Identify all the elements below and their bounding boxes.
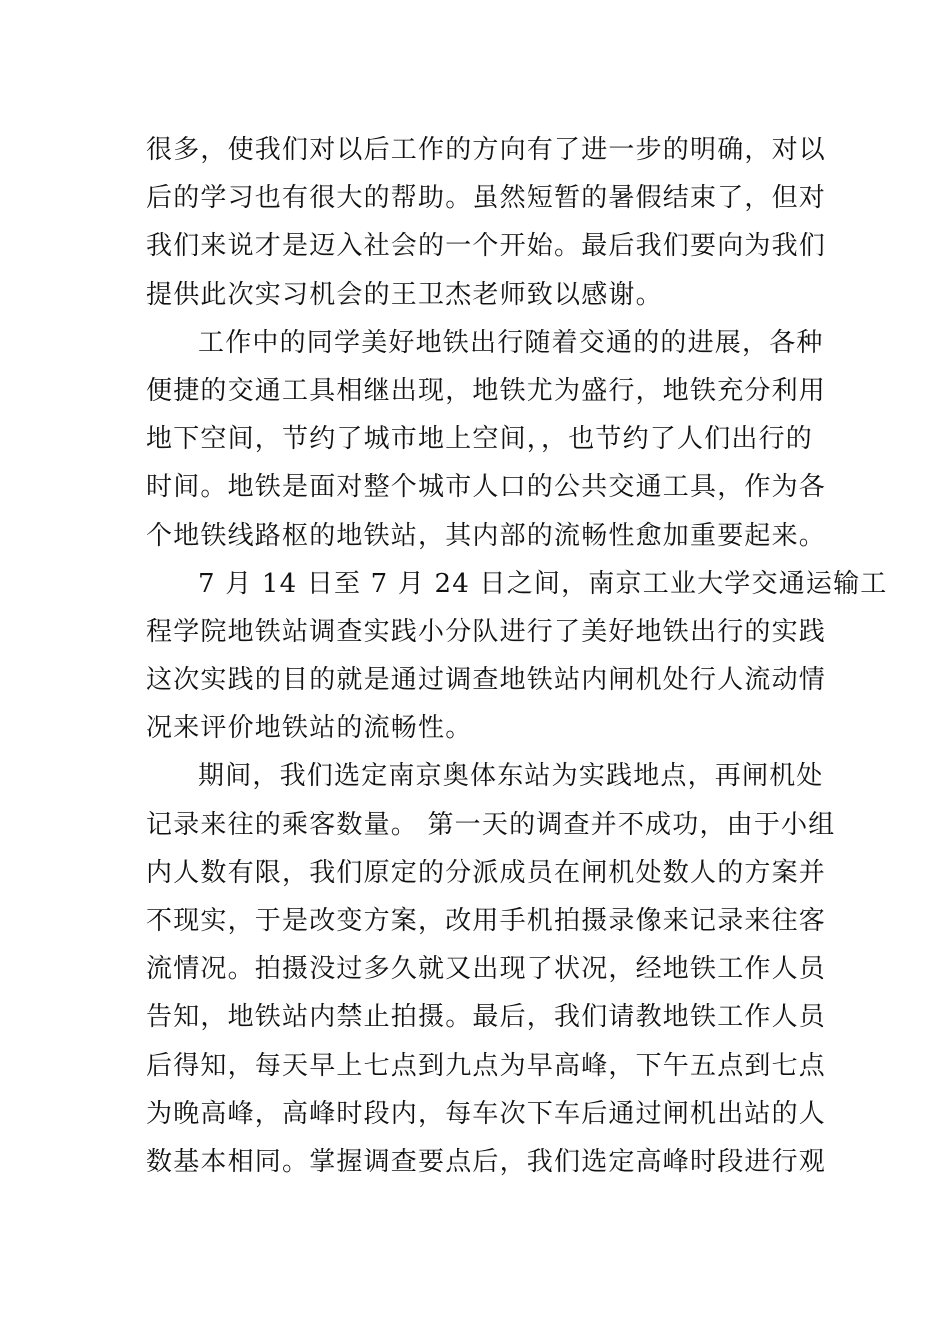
text-line: 告知，地铁站内禁止拍摄。最后，我们请教地铁工作人员 [146,1002,827,1033]
paragraph-start-line: 期间，我们选定南京奥体东站为实践地点，再闸机处 [198,761,824,792]
text-line: 程学院地铁站调查实践小分队进行了美好地铁出行的实践 [146,616,827,647]
text-line: 不现实，于是改变方案，改用手机拍摄录像来记录来往客 [146,906,827,936]
text-line: 便捷的交通工具相继出现，地铁尤为盛行，地铁充分利用 [146,375,827,406]
body-text [146,126,888,1186]
text-line: 记录来往的乘客数量。 第一天的调查并不成功，由于小组 [146,809,836,840]
text-line: 这次实践的目的就是通过调查地铁站内闸机处行人流动情 [146,665,827,696]
paragraph-start-line: 工作中的同学美好地铁出行随着交通的的进展，各种 [198,327,824,358]
text-line: 提供此次实习机会的王卫杰老师致以感谢。 [146,279,663,310]
text-line: 我们来说才是迈入社会的一个开始。最后我们要向为我们 [146,231,827,262]
text-line: 数基本相同。掌握调查要点后，我们选定高峰时段进行观 [146,1146,827,1177]
text-line: 个地铁线路枢的地铁站，其内部的流畅性愈加重要起来。 [146,520,827,551]
text-line: 后的学习也有很大的帮助。虽然短暂的暑假结束了，但对 [146,183,827,214]
text-line: 内人数有限，我们原定的分派成员在闸机处数人的方案并 [146,857,827,888]
text-line: 时间。地铁是面对整个城市人口的公共交通工具，作为各 [146,472,827,503]
text-line: 后得知，每天早上七点到九点为早高峰，下午五点到七点 [146,1050,827,1081]
text-line: 流情况。拍摄没过多久就又出现了状况，经地铁工作人员 [146,954,827,985]
text-line: 地下空间，节约了城市地上空间，，也节约了人们出行的 [146,424,814,455]
text-line: 为晚高峰，高峰时段内，每车次下车后通过闸机出站的人 [146,1098,827,1129]
text-line: 况来评价地铁站的流畅性。 [146,713,473,744]
paragraph-start-line: 7 月 14 日至 7 月 24 日之间，南京工业大学交通运输工 [198,568,888,599]
text-line: 很多，使我们对以后工作的方向有了进一步的明确，对以 [146,135,827,165]
